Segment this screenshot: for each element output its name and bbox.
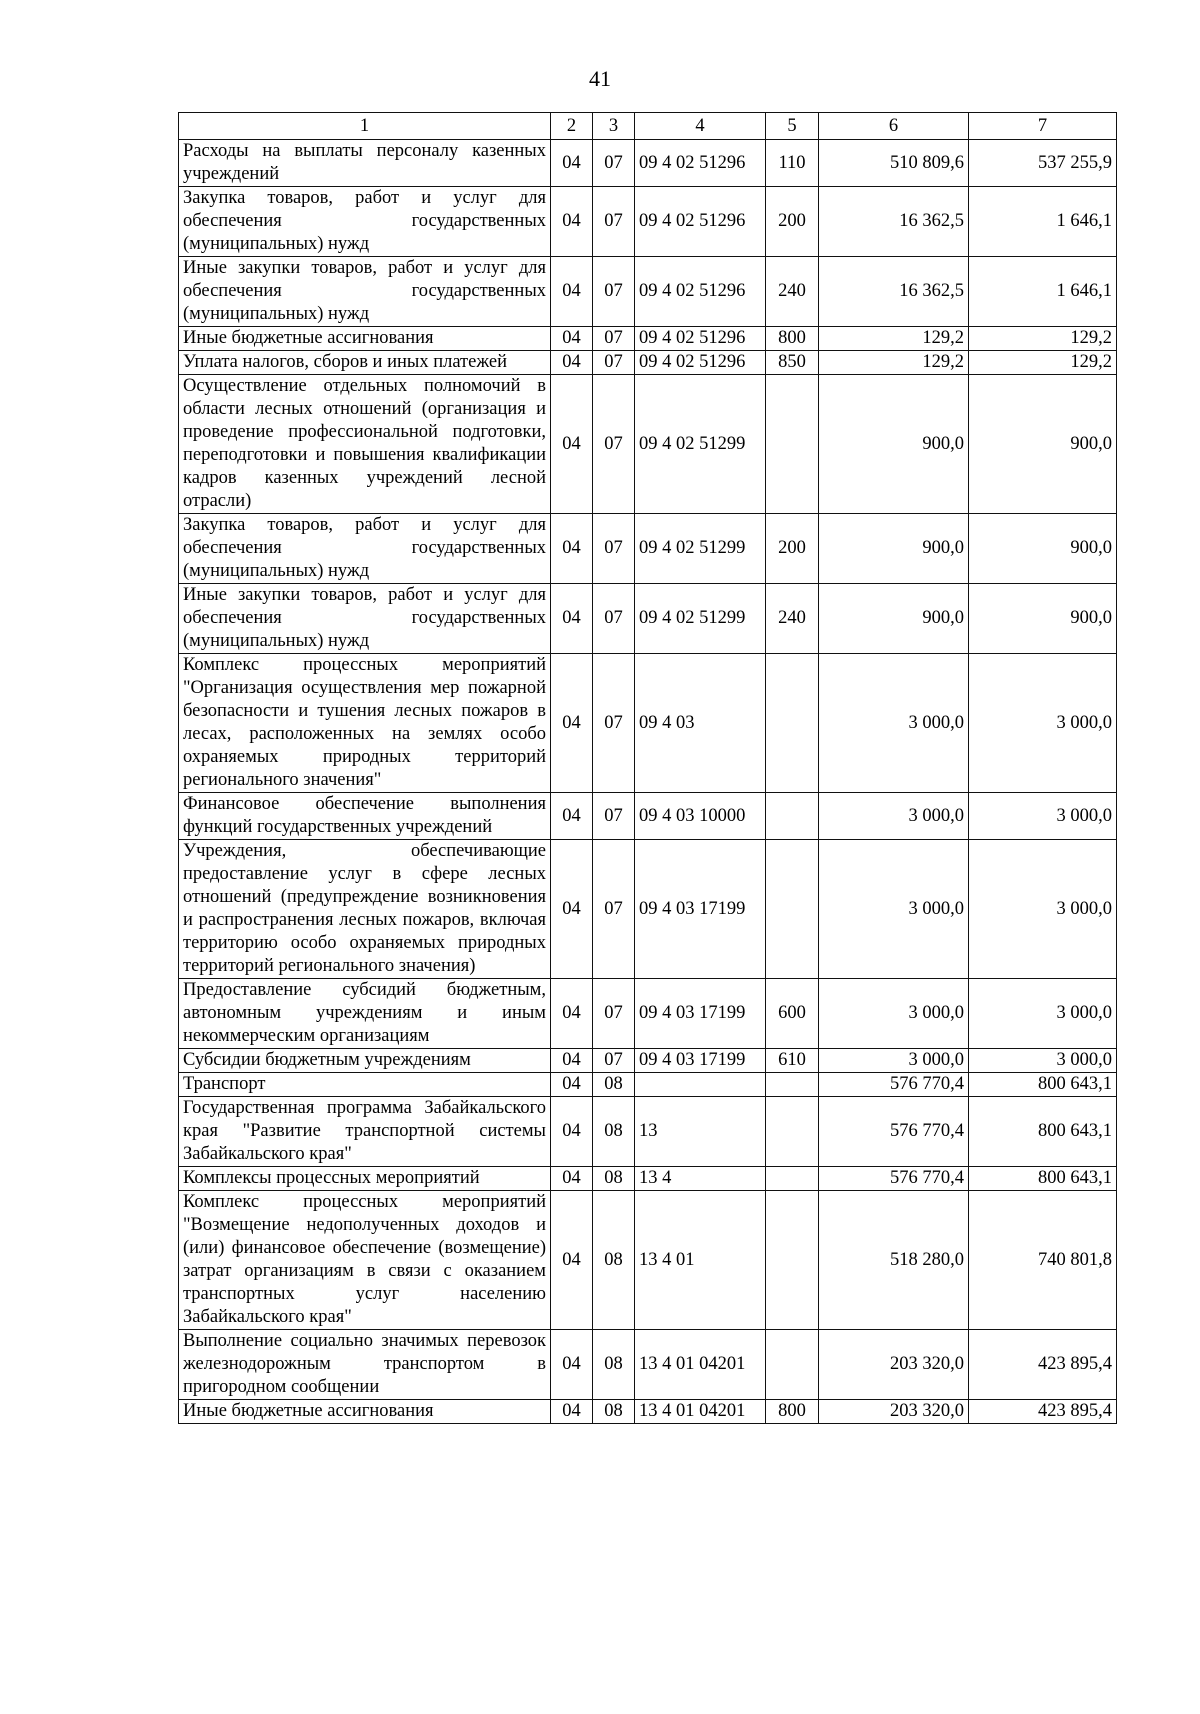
row-expense-type-cell: 800: [766, 1400, 819, 1424]
row-section-cell: 04: [551, 257, 593, 327]
table-row: [179, 327, 1117, 351]
row-subsection-cell: 07: [593, 584, 635, 654]
row-subsection-cell: 07: [593, 654, 635, 793]
row-target-code-cell: 09 4 02 51299: [635, 584, 766, 654]
row-amount-1-cell: 900,0: [819, 514, 969, 584]
row-name-cell: Государственная программа Забайкальского края "Развитие транспортной системы Забайкальского края": [179, 1097, 551, 1167]
row-expense-type-cell: 200: [766, 514, 819, 584]
row-amount-2-cell: 129,2: [969, 351, 1117, 375]
header-cell: 3: [593, 113, 635, 140]
row-name-cell: Субсидии бюджетным учреждениям: [179, 1049, 551, 1073]
row-amount-2-cell: 900,0: [969, 514, 1117, 584]
row-target-code-cell: 09 4 03 17199: [635, 979, 766, 1049]
row-section-cell: 04: [551, 654, 593, 793]
row-expense-type-cell: 240: [766, 257, 819, 327]
row-amount-2-cell: 3 000,0: [969, 840, 1117, 979]
row-expense-type-cell: 110: [766, 140, 819, 187]
page-number: 41: [589, 66, 611, 91]
header-cell: 1: [179, 113, 551, 140]
row-expense-type-cell: [766, 1191, 819, 1330]
row-section-cell: 04: [551, 375, 593, 514]
row-expense-type-cell: [766, 375, 819, 514]
row-section-cell: 04: [551, 1097, 593, 1167]
row-amount-2-cell: 900,0: [969, 375, 1117, 514]
row-target-code-cell: 13 4 01: [635, 1191, 766, 1330]
table-row: [179, 1400, 1117, 1424]
row-target-code-cell: 09 4 03: [635, 654, 766, 793]
row-subsection-cell: 08: [593, 1097, 635, 1167]
table-row: [179, 257, 1117, 327]
row-subsection-cell: 07: [593, 187, 635, 257]
table-row: [179, 584, 1117, 654]
row-amount-2-cell: 800 643,1: [969, 1167, 1117, 1191]
row-amount-2-cell: 3 000,0: [969, 1049, 1117, 1073]
row-name-cell: Комплекс процессных мероприятий "Организация осуществления мер пожарной безопасности и тушения лесных пожаров в лесах, расположенных на землях особо охраняемых природных территорий регионального значения": [179, 654, 551, 793]
row-amount-1-cell: 3 000,0: [819, 793, 969, 840]
row-target-code-cell: 09 4 02 51296: [635, 187, 766, 257]
row-section-cell: 04: [551, 187, 593, 257]
row-amount-2-cell: 423 895,4: [969, 1400, 1117, 1424]
row-subsection-cell: 07: [593, 140, 635, 187]
row-name-cell: Закупка товаров, работ и услуг для обеспечения государственных (муниципальных) нужд: [179, 514, 551, 584]
row-subsection-cell: 07: [593, 840, 635, 979]
row-amount-2-cell: 800 643,1: [969, 1097, 1117, 1167]
header-cell: 7: [969, 113, 1117, 140]
row-name-cell: Транспорт: [179, 1073, 551, 1097]
row-amount-1-cell: 518 280,0: [819, 1191, 969, 1330]
row-section-cell: 04: [551, 584, 593, 654]
row-amount-2-cell: 800 643,1: [969, 1073, 1117, 1097]
row-subsection-cell: 07: [593, 514, 635, 584]
row-subsection-cell: 07: [593, 1049, 635, 1073]
table-row: [179, 840, 1117, 979]
row-amount-1-cell: 129,2: [819, 351, 969, 375]
row-expense-type-cell: [766, 1097, 819, 1167]
row-amount-1-cell: 900,0: [819, 584, 969, 654]
row-amount-2-cell: 900,0: [969, 584, 1117, 654]
row-amount-2-cell: 1 646,1: [969, 187, 1117, 257]
row-name-cell: Расходы на выплаты персоналу казенных учреждений: [179, 140, 551, 187]
row-amount-1-cell: 3 000,0: [819, 1049, 969, 1073]
row-target-code-cell: [635, 1073, 766, 1097]
row-amount-2-cell: 423 895,4: [969, 1330, 1117, 1400]
row-section-cell: 04: [551, 1330, 593, 1400]
row-subsection-cell: 08: [593, 1191, 635, 1330]
row-section-cell: 04: [551, 979, 593, 1049]
row-name-cell: Комплексы процессных мероприятий: [179, 1167, 551, 1191]
row-section-cell: 04: [551, 514, 593, 584]
table-row: [179, 1167, 1117, 1191]
row-subsection-cell: 07: [593, 351, 635, 375]
row-subsection-cell: 07: [593, 979, 635, 1049]
row-target-code-cell: 09 4 02 51296: [635, 327, 766, 351]
row-amount-2-cell: 537 255,9: [969, 140, 1117, 187]
row-amount-1-cell: 16 362,5: [819, 257, 969, 327]
row-amount-1-cell: 203 320,0: [819, 1400, 969, 1424]
row-amount-1-cell: 510 809,6: [819, 140, 969, 187]
row-amount-1-cell: 576 770,4: [819, 1167, 969, 1191]
row-expense-type-cell: 600: [766, 979, 819, 1049]
table-row: [179, 1097, 1117, 1167]
row-section-cell: 04: [551, 327, 593, 351]
row-amount-2-cell: 3 000,0: [969, 793, 1117, 840]
row-amount-1-cell: 576 770,4: [819, 1097, 969, 1167]
row-expense-type-cell: 240: [766, 584, 819, 654]
header-cell: 2: [551, 113, 593, 140]
row-amount-1-cell: 900,0: [819, 375, 969, 514]
row-name-cell: Иные закупки товаров, работ и услуг для обеспечения государственных (муниципальных) нужд: [179, 257, 551, 327]
row-name-cell: Осуществление отдельных полномочий в области лесных отношений (организация и проведение профессиональной подготовки, переподготовки и повышения квалификации кадров казенных учреждений лесной отрасли): [179, 375, 551, 514]
row-target-code-cell: 09 4 03 10000: [635, 793, 766, 840]
table-row: [179, 1073, 1117, 1097]
row-section-cell: 04: [551, 351, 593, 375]
row-target-code-cell: 09 4 02 51299: [635, 375, 766, 514]
row-amount-2-cell: 129,2: [969, 327, 1117, 351]
row-expense-type-cell: [766, 1330, 819, 1400]
table-row: [179, 351, 1117, 375]
row-amount-1-cell: 3 000,0: [819, 840, 969, 979]
row-target-code-cell: 09 4 03 17199: [635, 840, 766, 979]
row-name-cell: Учреждения, обеспечивающие предоставление услуг в сфере лесных отношений (предупреждение возникновения и распространения лесных пожаров, включая территорию особо охраняемых природных территорий регионального значения): [179, 840, 551, 979]
table-row: [179, 375, 1117, 514]
header-cell: 4: [635, 113, 766, 140]
row-subsection-cell: 07: [593, 793, 635, 840]
row-name-cell: Иные закупки товаров, работ и услуг для обеспечения государственных (муниципальных) нужд: [179, 584, 551, 654]
row-name-cell: Предоставление субсидий бюджетным, автономным учреждениям и иным некоммерческим организациям: [179, 979, 551, 1049]
row-section-cell: 04: [551, 140, 593, 187]
row-subsection-cell: 08: [593, 1400, 635, 1424]
row-amount-2-cell: 3 000,0: [969, 654, 1117, 793]
header-row: [179, 113, 1117, 140]
row-section-cell: 04: [551, 793, 593, 840]
table-row: [179, 1049, 1117, 1073]
row-amount-1-cell: 129,2: [819, 327, 969, 351]
table-row: [179, 140, 1117, 187]
row-amount-2-cell: 1 646,1: [969, 257, 1117, 327]
row-subsection-cell: 07: [593, 375, 635, 514]
row-expense-type-cell: [766, 1167, 819, 1191]
row-section-cell: 04: [551, 1167, 593, 1191]
row-section-cell: 04: [551, 840, 593, 979]
row-target-code-cell: 09 4 03 17199: [635, 1049, 766, 1073]
row-amount-1-cell: 576 770,4: [819, 1073, 969, 1097]
row-name-cell: Комплекс процессных мероприятий "Возмещение недополученных доходов и (или) финансовое обеспечение (возмещение) затрат организациям в связи с оказанием транспортных услуг населению Забайкальского края": [179, 1191, 551, 1330]
row-name-cell: Иные бюджетные ассигнования: [179, 327, 551, 351]
row-amount-2-cell: 3 000,0: [969, 979, 1117, 1049]
row-name-cell: Выполнение социально значимых перевозок железнодорожным транспортом в пригородном сообщении: [179, 1330, 551, 1400]
row-target-code-cell: 13 4: [635, 1167, 766, 1191]
row-expense-type-cell: [766, 840, 819, 979]
budget-table: [178, 112, 1117, 1424]
row-target-code-cell: 13 4 01 04201: [635, 1330, 766, 1400]
row-expense-type-cell: 200: [766, 187, 819, 257]
row-name-cell: Финансовое обеспечение выполнения функций государственных учреждений: [179, 793, 551, 840]
row-section-cell: 04: [551, 1400, 593, 1424]
row-target-code-cell: 09 4 02 51296: [635, 140, 766, 187]
row-target-code-cell: 09 4 02 51296: [635, 257, 766, 327]
table-row: [179, 793, 1117, 840]
row-amount-2-cell: 740 801,8: [969, 1191, 1117, 1330]
row-subsection-cell: 08: [593, 1167, 635, 1191]
row-section-cell: 04: [551, 1073, 593, 1097]
row-expense-type-cell: 800: [766, 327, 819, 351]
row-subsection-cell: 08: [593, 1073, 635, 1097]
row-expense-type-cell: 610: [766, 1049, 819, 1073]
table-row: [179, 654, 1117, 793]
table-row: [179, 1191, 1117, 1330]
row-amount-1-cell: 3 000,0: [819, 654, 969, 793]
row-expense-type-cell: [766, 793, 819, 840]
row-target-code-cell: 09 4 02 51296: [635, 351, 766, 375]
header-cell: 5: [766, 113, 819, 140]
table-row: [179, 979, 1117, 1049]
row-expense-type-cell: [766, 654, 819, 793]
row-amount-1-cell: 203 320,0: [819, 1330, 969, 1400]
table-row: [179, 1330, 1117, 1400]
row-name-cell: Закупка товаров, работ и услуг для обеспечения государственных (муниципальных) нужд: [179, 187, 551, 257]
header-cell: 6: [819, 113, 969, 140]
row-name-cell: Иные бюджетные ассигнования: [179, 1400, 551, 1424]
row-name-cell: Уплата налогов, сборов и иных платежей: [179, 351, 551, 375]
row-target-code-cell: 13 4 01 04201: [635, 1400, 766, 1424]
row-subsection-cell: 07: [593, 257, 635, 327]
row-section-cell: 04: [551, 1191, 593, 1330]
row-section-cell: 04: [551, 1049, 593, 1073]
row-expense-type-cell: 850: [766, 351, 819, 375]
table-row: [179, 187, 1117, 257]
table-row: [179, 514, 1117, 584]
row-expense-type-cell: [766, 1073, 819, 1097]
row-target-code-cell: 09 4 02 51299: [635, 514, 766, 584]
row-amount-1-cell: 3 000,0: [819, 979, 969, 1049]
row-subsection-cell: 07: [593, 327, 635, 351]
row-target-code-cell: 13: [635, 1097, 766, 1167]
row-amount-1-cell: 16 362,5: [819, 187, 969, 257]
row-subsection-cell: 08: [593, 1330, 635, 1400]
